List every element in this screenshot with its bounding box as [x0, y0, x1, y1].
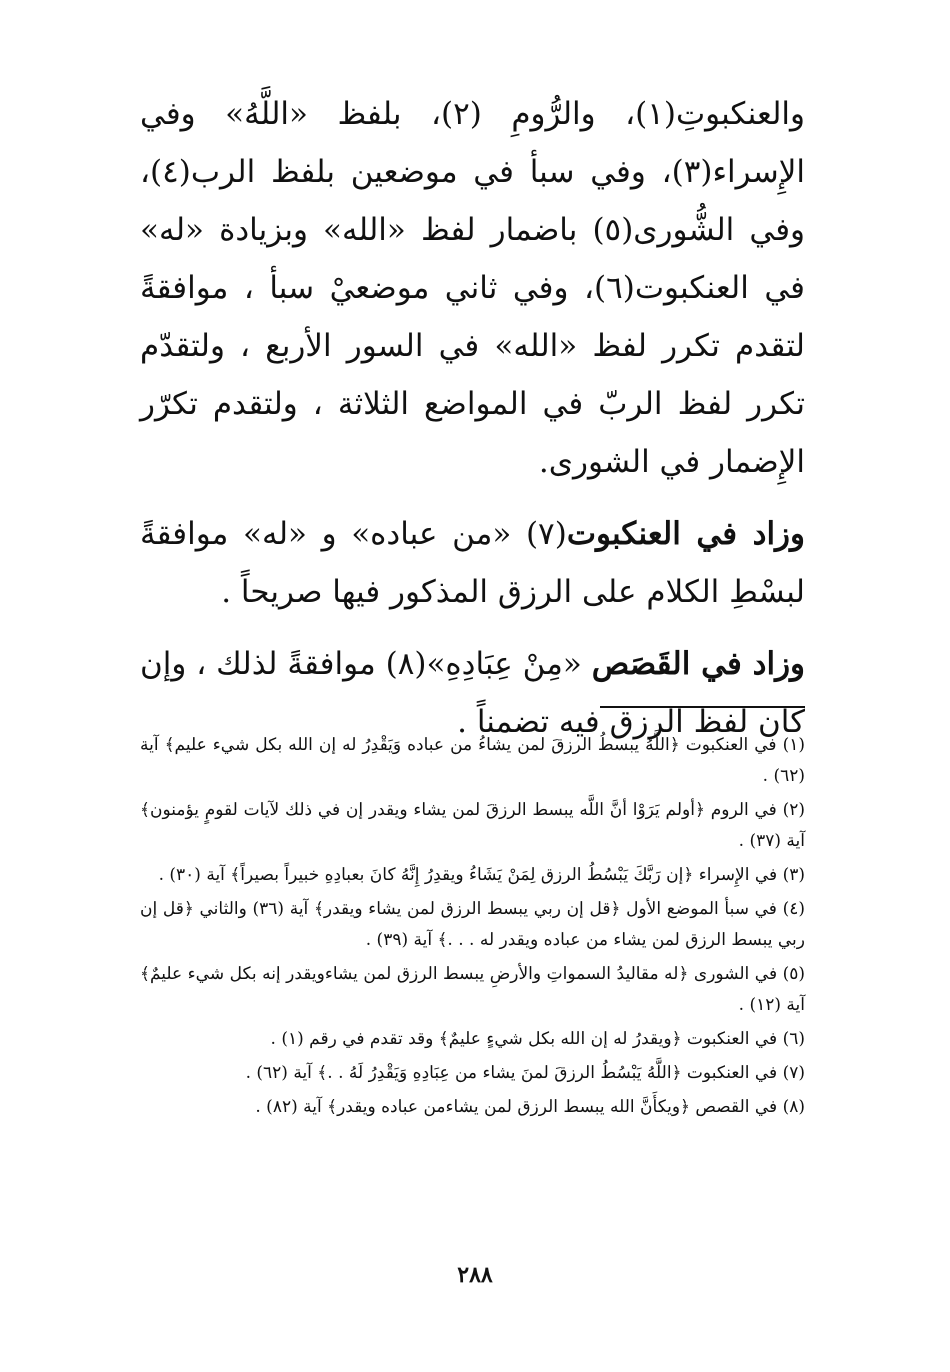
footnote-7: (٧) في العنكبوت ﴿اللَّهُ يَبْسُطُ الرزقَ لمنَ يشاء من عِبَادِهِ وَيَقْدِرُ لَهُ . .﴾ آية (٦٢) .: [245, 1063, 805, 1083]
paragraph-3-lead: وزاد في القَصَص: [591, 646, 806, 682]
paragraph-2: [140, 505, 805, 621]
footnotes: [140, 730, 805, 1126]
footnote-divider: [600, 706, 805, 708]
footnote-6: (٦) في العنكبوت ﴿ويقدرُ له إن الله بكل شيءٍ عليمٌ﴾ وقد تقدم في رقم (١) .: [270, 1029, 805, 1049]
footnote-8: (٨) في القصص ﴿ويكأَنَّ الله يبسط الرزق لمن يشاءمن عباده ويقدر﴾ آية (٨٢) .: [255, 1097, 805, 1117]
paragraph-3-text: «مِنْ عِبَادِهِ»(٨) موافقةً لذلك ، وإن كان لفظ الرزق فيه تضمناً .: [140, 646, 805, 740]
main-text: [140, 85, 805, 751]
paragraph-1-text: والعنكبوتِ(١)، والرُّومِ (٢)، بلفظ «اللَّهُ» وفي الإِسراء(٣)، وفي سبأ في موضعين بلفظ الرب(٤)، وفي الشُّورى(٥) باضمار لفظ «الله» وبزيادة «له» في العنكبوت(٦)، وفي ثاني موضعيْ سبأ ، موافقةً لتقدم تكرر لفظ «الله» في السور الأربع ، ولتقدّم تكرر لفظ الربّ في المواضع الثلاثة ، ولتقدم تكرّر الإِضمار في الشورى.: [140, 96, 805, 480]
footnote-4: (٤) في سبأ الموضع الأول ﴿قل إن ربي يبسط الرزق لمن يشاء ويقدر﴾ آية (٣٦) والثاني ﴿قل إن ربي يبسط الرزق لمن يشاء من عباده ويقدر له . . .﴾ آية (٣٩) .: [140, 899, 805, 950]
footnote-5: (٥) في الشورى ﴿له مقاليدُ السمواتِ والأرضِ يبسط الرزق لمن يشاءويقدر إنه بكل شيء عليمٌ﴾ آية (١٢) .: [140, 964, 805, 1015]
footnote-2: (٢) في الروم ﴿أولم يَرَوْا أنَّ اللَّه يبسط الرزقَ لمن يشاء ويقدر إن في ذلك لآيات لقومٍ يؤمنون﴾ آية (٣٧) .: [140, 800, 805, 851]
footnote-1: (١) في العنكبوت ﴿اللَّهُ يبسطُ الرزقَ لمن يشاءُ من عباده وَيَقْدِرُ له إن الله بكل شيء عليم﴾ آية (٦٢) .: [140, 735, 805, 786]
paragraph-2-lead: وزاد في العنكبوت: [566, 516, 806, 552]
paragraph-1: [140, 85, 805, 491]
page-number: ٢٨٨: [457, 1262, 493, 1288]
paragraph-2-text: (٧) «من عباده» و «له» موافقةً لبسْطِ الكلام على الرزق المذكور فيها صريحاً .: [140, 516, 805, 610]
footnote-3: (٣) في الإِسراء ﴿إن رَبَّكَ يَبْسُطُ الرزق لِمَنْ يَشَاءُ ويقدِرُ إِنَّهُ كانَ بعبادِهِ خبيراً بصيراً﴾ آية (٣٠) .: [158, 865, 805, 885]
